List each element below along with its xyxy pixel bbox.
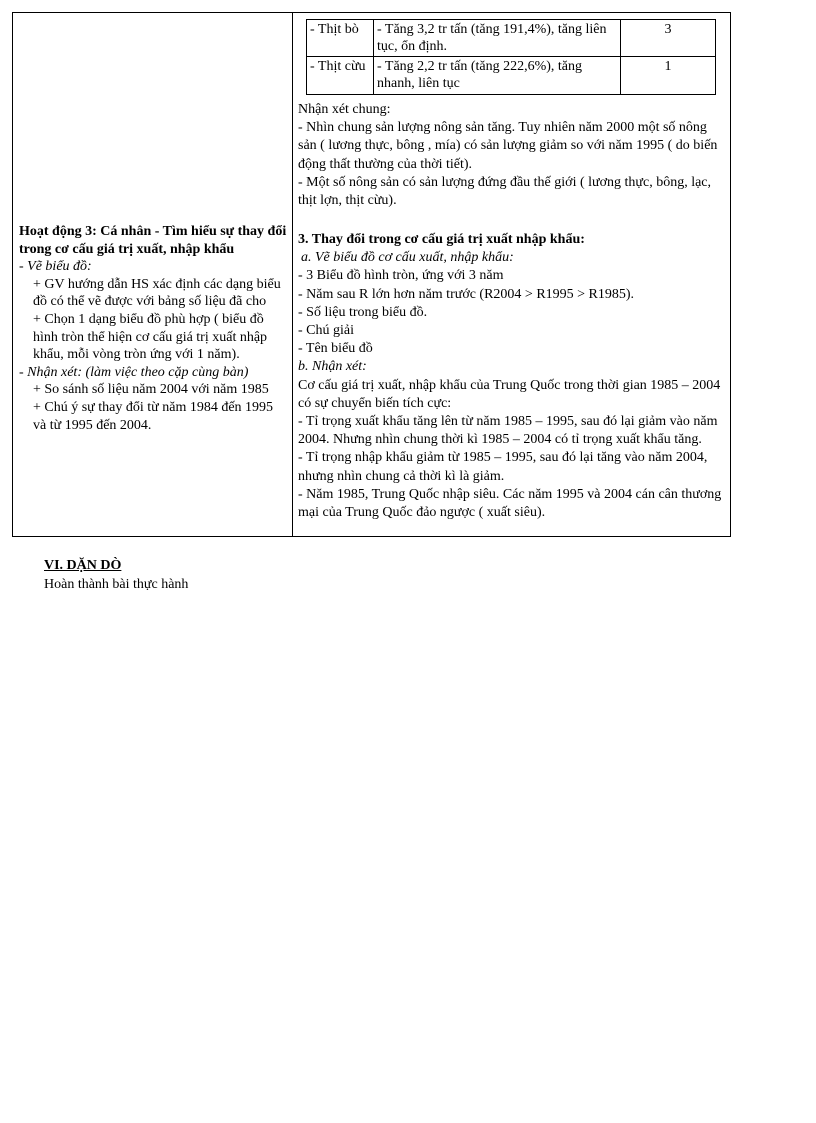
item-cell: - Thịt cừu — [307, 57, 374, 95]
rank-cell: 1 — [664, 59, 672, 74]
sub-a-item: - Chú giải — [298, 323, 354, 339]
activity3-title: Hoạt động 3: Cá nhân - Tìm hiểu sự thay đổi trong cơ cấu giá trị xuất, nhập khẩu — [19, 224, 287, 257]
column-divider — [292, 13, 293, 536]
draw-chart-label: - Vẽ biểu đồ: — [19, 259, 92, 275]
table-row — [307, 20, 715, 57]
sub-a-item: - 3 Biểu đồ hình tròn, ứng với 3 năm — [298, 268, 504, 284]
remark-step: + So sánh số liệu năm 2004 với năm 1985 — [33, 382, 269, 398]
section3-sub-a: a. Vẽ biểu đồ cơ cấu xuất, nhập khẩu: — [301, 250, 514, 266]
section3-sub-b: b. Nhận xét: — [298, 359, 367, 375]
section-3 — [298, 231, 728, 522]
sub-a-item: - Số liệu trong biểu đồ. — [298, 304, 428, 320]
sub-a-item: - Tên biểu đồ — [298, 341, 373, 357]
lesson-table — [12, 12, 731, 537]
remark-step: + Chú ý sự thay đổi từ năm 1984 đến 1995 và từ 1995 đến 2004. — [33, 399, 274, 433]
table-row — [307, 57, 715, 95]
livestock-table — [306, 19, 716, 95]
rank-cell: 3 — [664, 22, 672, 37]
sub-b-item: - Tỉ trọng nhập khẩu giảm từ 1985 – 1995, sau đó lại tăng vào năm 2004, nhưng nhìn chung cả thời kì là giảm. — [298, 450, 708, 484]
general-remarks-heading: Nhận xét chung: — [298, 102, 391, 117]
change-cell: - Tăng 2,2 tr tấn (tăng 222,6%), tăng nhanh, liên tục — [374, 57, 621, 95]
activity3-column — [19, 223, 289, 434]
item-cell: - Thịt bò — [307, 20, 374, 56]
section3-title: 3. Thay đổi trong cơ cấu giá trị xuất nhập khẩu: — [298, 232, 585, 247]
remark-label: - Nhận xét: (làm việc theo cặp cùng bàn) — [19, 364, 249, 380]
draw-step: + GV hướng dẫn HS xác định các dạng biểu đồ có thể vẽ được với bảng số liệu đã cho — [33, 276, 281, 310]
general-remark-line: - Một số nông sản có sản lượng đứng đầu thế giới ( lương thực, bông, lạc, thịt lợn, thịt cừu). — [298, 174, 712, 209]
homework-section — [44, 556, 544, 594]
change-cell: - Tăng 3,2 tr tấn (tăng 191,4%), tăng liên tục, ổn định. — [374, 20, 621, 56]
homework-heading: VI. DẶN DÒ — [44, 558, 122, 573]
general-remarks — [298, 101, 728, 210]
sub-b-intro: Cơ cấu giá trị xuất, nhập khẩu của Trung Quốc trong thời gian 1985 – 2004 có sự chuyển biến tích cực: — [298, 377, 721, 411]
draw-step: + Chọn 1 dạng biểu đồ phù hợp ( biểu đồ hình tròn thể hiện cơ cấu giá trị xuất nhập khẩu, mỗi vòng tròn ứng với 1 năm). — [33, 311, 268, 363]
sub-b-item: - Tỉ trọng xuất khẩu tăng lên từ năm 1985 – 1995, sau đó lại giảm vào năm 2004. Nhưng nhìn chung thời kì 1985 – 2004 có tỉ trọng xuất khẩu tăng. — [298, 414, 718, 448]
sub-b-item: - Năm 1985, Trung Quốc nhập siêu. Các năm 1995 và 2004 cán cân thương mại của Trung Quốc đảo ngược ( xuất siêu). — [298, 486, 722, 521]
sub-a-item: - Năm sau R lớn hơn năm trước (R2004 > R1995 > R1985). — [298, 286, 635, 302]
homework-text: Hoàn thành bài thực hành — [44, 577, 189, 592]
general-remark-line: - Nhìn chung sản lượng nông sản tăng. Tuy nhiên năm 2000 một số nông sản ( lương thực, bông , mía) có sản lượng giảm so với năm 1995 ( do biến động thất thường của thời tiết). — [298, 120, 718, 172]
